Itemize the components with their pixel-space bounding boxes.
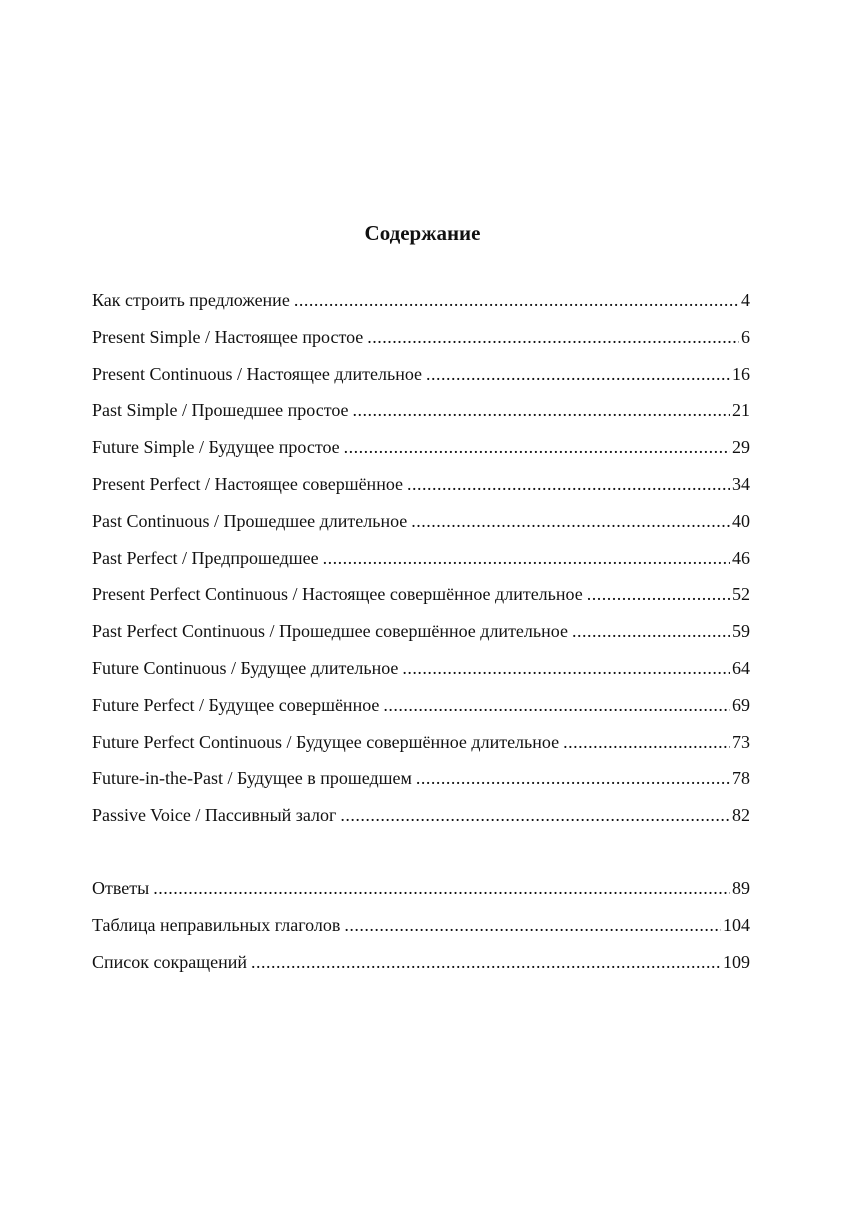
toc-page-number: 64	[732, 657, 750, 678]
toc-title: Содержание	[364, 221, 481, 245]
toc-page-number: 78	[732, 768, 750, 789]
toc-entry[interactable]	[92, 764, 750, 801]
toc-leader-dots	[416, 764, 730, 792]
toc-entry-title: Ответы	[92, 878, 150, 898]
toc-entry-title: Present Continuous / Настоящее длительное	[92, 363, 423, 384]
toc-main-list	[92, 286, 750, 838]
toc-leader-dots	[323, 544, 730, 572]
toc-leader-dots	[294, 286, 739, 314]
toc-leader-dots	[587, 580, 730, 608]
toc-entry-title: Таблица неправильных глаголов	[92, 914, 341, 935]
toc-entry[interactable]	[92, 433, 750, 470]
toc-entry[interactable]	[92, 728, 750, 765]
toc-entry[interactable]	[92, 507, 750, 544]
toc-entry[interactable]	[92, 691, 750, 728]
toc-leader-dots	[153, 874, 730, 902]
toc-entry[interactable]	[92, 654, 750, 691]
toc-page-number: 89	[732, 878, 750, 898]
toc-entry-title: Present Perfect / Настоящее совершённое	[92, 473, 404, 494]
toc-entry-title: Как строить предложение	[92, 290, 290, 310]
toc-entry-title: Past Continuous / Прошедшее длительное	[92, 510, 408, 531]
toc-entry-title: Present Perfect Continuous / Настоящее совершённое длительное	[92, 584, 583, 605]
toc-entry-title: Passive Voice / Пассивный залог	[92, 805, 337, 826]
toc-entry[interactable]	[92, 323, 750, 360]
toc-entry-title: Past Perfect / Предпрошедшее	[92, 547, 319, 568]
toc-entry-title: Future Perfect / Будущее совершённое	[92, 694, 380, 715]
toc-entry-title: Present Simple / Настоящее простое	[92, 326, 364, 347]
toc-entry[interactable]	[92, 617, 750, 654]
toc-entry[interactable]	[92, 544, 750, 581]
toc-entry[interactable]	[92, 911, 750, 948]
toc-entry-title: Past Perfect Continuous / Прошедшее совершённое длительное	[92, 621, 568, 642]
toc-page-number: 46	[732, 547, 750, 568]
toc-entry[interactable]	[92, 801, 750, 838]
toc-page-number: 52	[732, 584, 750, 605]
toc-page-number: 69	[732, 694, 750, 715]
toc-page-number: 73	[732, 731, 750, 752]
toc-page-number: 104	[723, 914, 750, 935]
toc-page-number: 16	[732, 363, 750, 384]
toc-entry[interactable]	[92, 360, 750, 397]
toc-entry[interactable]	[92, 948, 750, 985]
toc-entry-title: Future Continuous / Будущее длительное	[92, 657, 399, 678]
toc-leader-dots	[572, 617, 730, 645]
toc-leader-dots	[383, 691, 730, 719]
toc-page-number: 4	[741, 290, 750, 310]
toc-page-number: 40	[732, 510, 750, 531]
toc-page-number: 34	[732, 473, 750, 494]
toc-entry[interactable]	[92, 286, 750, 323]
toc-page-number: 21	[732, 400, 750, 421]
toc-leader-dots	[402, 654, 730, 682]
toc-entry-title: Future Simple / Будущее простое	[92, 437, 340, 458]
toc-page-number: 29	[732, 437, 750, 458]
toc-leader-dots	[251, 948, 721, 976]
toc-entry-title: Future Perfect Continuous / Будущее совершённое длительное	[92, 731, 560, 752]
toc-leader-dots	[563, 728, 730, 756]
toc-leader-dots	[353, 396, 730, 424]
toc-entry-title: Future-in-the-Past / Будущее в прошедшем	[92, 768, 412, 789]
toc-entry-title: Список сокращений	[92, 951, 247, 972]
toc-leader-dots	[344, 433, 730, 461]
toc-entry[interactable]	[92, 580, 750, 617]
toc-leader-dots	[426, 360, 730, 388]
toc-leader-dots	[407, 470, 730, 498]
toc-appendix-list	[92, 874, 750, 984]
toc-entry[interactable]	[92, 470, 750, 507]
toc-page-number: 59	[732, 621, 750, 642]
toc-entry[interactable]	[92, 396, 750, 433]
toc-entry-title: Past Simple / Прошедшее простое	[92, 400, 349, 421]
toc-entry[interactable]	[92, 874, 750, 911]
toc-leader-dots	[411, 507, 730, 535]
toc-page-number: 109	[723, 951, 750, 972]
toc-leader-dots	[344, 911, 721, 939]
toc-page-number: 82	[732, 805, 750, 826]
toc-leader-dots	[340, 801, 730, 829]
toc-page-number: 6	[741, 326, 750, 347]
toc-leader-dots	[367, 323, 739, 351]
